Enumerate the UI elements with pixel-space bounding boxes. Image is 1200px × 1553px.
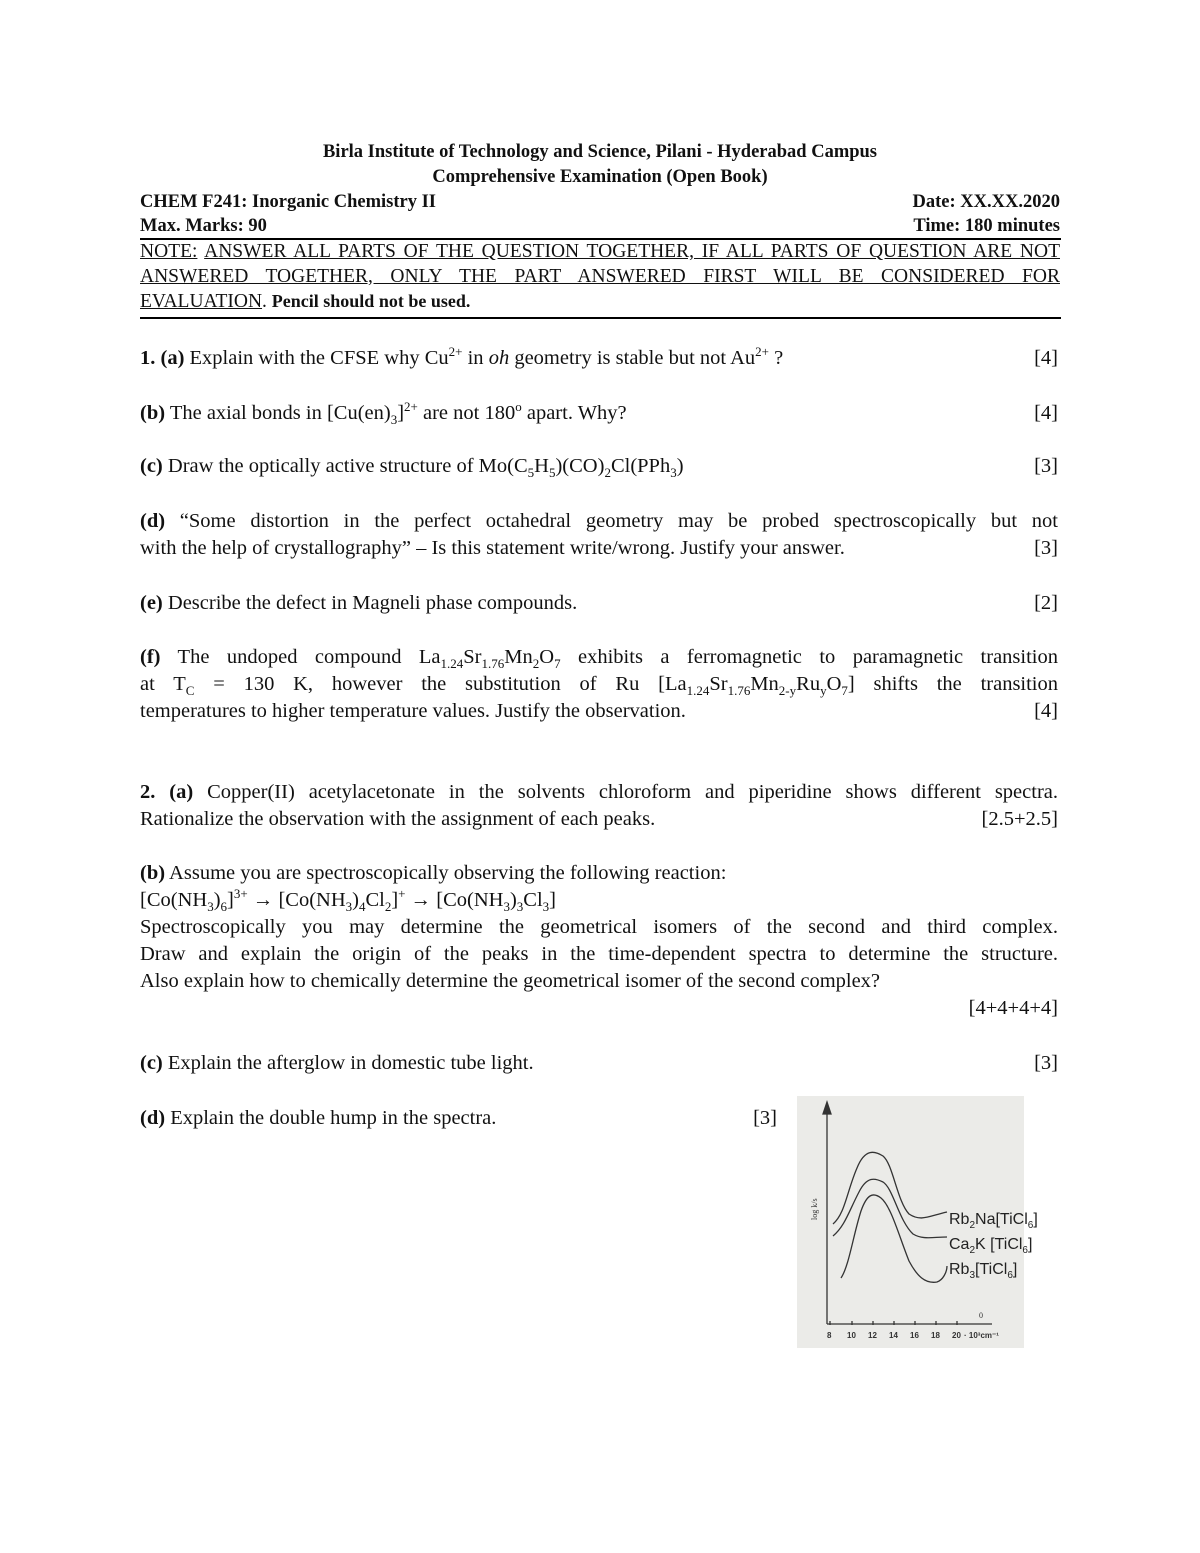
marks: [4+4+4+4] bbox=[968, 997, 1058, 1019]
marks: [4] bbox=[1034, 402, 1058, 424]
x-tick-label: 18 bbox=[931, 1331, 940, 1340]
note-label: NOTE bbox=[140, 241, 192, 262]
note-text: ANSWER ALL PARTS OF THE QUESTION TOGETHER, IF ALL PARTS OF QUESTION ARE NOT ANSWERED TOGETHER, ONLY THE PART ANSWERED FIRST WILL BE CONSIDERED FOR EVALUATION bbox=[140, 241, 1060, 312]
marks: [3] bbox=[1034, 455, 1058, 477]
pencil-note: Pencil should not be used. bbox=[271, 291, 471, 311]
marks: [4] bbox=[1034, 347, 1058, 369]
exam-time: Time: 180 minutes bbox=[913, 216, 1060, 236]
q1a: 1. (a) Explain with the CFSE why $Cu^{2+}$ in oh geometry is stable but not $Au^{2+}$ ? [4] bbox=[140, 345, 1058, 372]
q1f: (f) The undoped compound $La_{1.24}Sr_{1.76}Mn_2O_7$ exhibits a ferromagnetic to paramagnetic transition at $T_C = 130$ K, however the substitution of Ru $[La_{1.24}Sr_{1.76}Mn_{2-y}Ru_yO_7]$ shifts the transition temperatures to higher temperature values. Justify the observation. [4] bbox=[140, 644, 1058, 725]
x-unit-label: · 10³cm⁻¹ bbox=[964, 1331, 999, 1340]
x-tick-label: 16 bbox=[910, 1331, 919, 1340]
q2b: (b) Assume you are spectroscopically observing the following reaction: $[Co(NH_3)_6]^{3+} \to [Co(NH_3)_4Cl_2]^+ \to [Co(NH_3)_3Cl_3]$ Spectroscopically you may determine the geometrical isomers of the second and third complex. Draw and explain the origin of the peaks in the time-dependent spectra to determine the structure. Also explain how to chemically determine the geometrical isomer of the second complex? [4+4+4+4] bbox=[140, 860, 1058, 1022]
course-name: CHEM F241: Inorganic Chemistry II bbox=[140, 192, 436, 212]
marks: [4] bbox=[1034, 700, 1058, 722]
note-block: NOTE: ANSWER ALL PARTS OF THE QUESTION TOGETHER, IF ALL PARTS OF QUESTION ARE NOT ANSWERED TOGETHER, ONLY THE PART ANSWERED FIRST WILL BE CONSIDERED FOR EVALUATION. Pencil should not be used. bbox=[140, 241, 1060, 312]
q2d: (d) Explain the double hump in the spectra. [3] bbox=[140, 1105, 777, 1132]
marks-row bbox=[140, 216, 1060, 237]
marks: [2.5+2.5] bbox=[981, 808, 1058, 830]
curve-rb2na bbox=[833, 1152, 947, 1224]
exam-title: Comprehensive Examination (Open Book) bbox=[432, 167, 768, 187]
q1d: (d) “Some distortion in the perfect octahedral geometry may be probed spectroscopically but not with the help of crystallography” – Is this statement write/wrong. Justify your answer. [3] bbox=[140, 508, 1058, 562]
legend-rb3: $Rb_3[TiCl_6]$ bbox=[949, 1261, 1018, 1281]
x-tick-label: 14 bbox=[889, 1331, 898, 1340]
q1c: (c) Draw the optically active structure of $Mo(C_5H_5)(CO)_2Cl(PPh_3)$ [3] bbox=[140, 455, 1058, 481]
legend-rb2na: $Rb_2Na[TiCl_6]$ bbox=[949, 1211, 1038, 1231]
q1b: (b) The axial bonds in $[Cu(en)_3]^{2+}$ are not 180$^o$ apart. Why? [4] bbox=[140, 399, 1058, 428]
y-axis-arrow bbox=[823, 1102, 831, 1114]
spectra-plot bbox=[797, 1096, 1038, 1348]
q2a: 2. (a) Copper(II) acetylacetonate in the solvents chloroform and piperidine shows different spectra. Rationalize the observation with the assignment of each peaks. [2.5+2.5] bbox=[140, 779, 1058, 833]
institute-title: Birla Institute of Technology and Science, Pilani - Hyderabad Campus bbox=[322, 142, 878, 162]
curve-rb3 bbox=[841, 1195, 947, 1282]
bottom-rule bbox=[140, 317, 1061, 319]
x-tick-label: 20 bbox=[952, 1331, 961, 1340]
marks: [3] bbox=[753, 1107, 777, 1129]
max-marks: Max. Marks: 90 bbox=[140, 216, 267, 236]
q1-number: 1. bbox=[140, 347, 156, 369]
x-tick-label: 12 bbox=[868, 1331, 877, 1340]
marks: [3] bbox=[1034, 1052, 1058, 1074]
spectra-figure bbox=[797, 1096, 1038, 1348]
legend-ca2k: $Ca_2K$ [TiCl$_6$] bbox=[949, 1236, 1033, 1256]
course-row bbox=[140, 192, 1060, 213]
zero-label: 0 bbox=[979, 1311, 983, 1320]
q2c: (c) Explain the afterglow in domestic tube light. [3] bbox=[140, 1050, 1058, 1077]
y-axis-label: log k/s bbox=[810, 1198, 819, 1220]
marks: [3] bbox=[1034, 537, 1058, 559]
reaction-equation: $[Co(NH_3)_6]^{3+} \to [Co(NH_3)_4Cl_2]^+ \to [Co(NH_3)_3Cl_3]$ bbox=[140, 886, 556, 915]
x-tick-label: 8 bbox=[827, 1331, 832, 1340]
q1e: (e) Describe the defect in Magneli phase compounds. [2] bbox=[140, 590, 1058, 617]
marks: [2] bbox=[1034, 592, 1058, 614]
exam-date: Date: XX.XX.2020 bbox=[912, 192, 1060, 212]
x-tick-label: 10 bbox=[847, 1331, 856, 1340]
q2-number: 2. bbox=[140, 781, 156, 803]
